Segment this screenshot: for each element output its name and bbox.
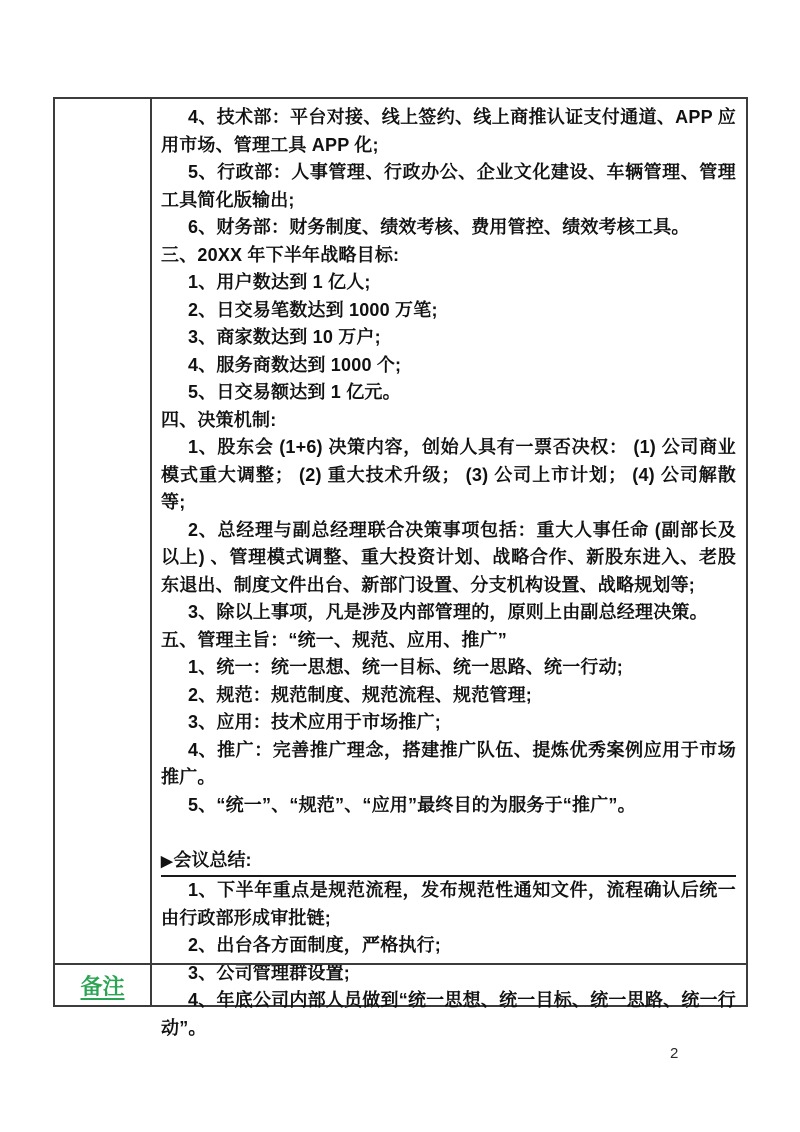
triangle-bullet-icon: ▶ xyxy=(161,852,173,870)
paragraph: 2、总经理与副总经理联合决策事项包括：重大人事任命 (副部长及以上) 、管理模式调整、重大投资计划、战略合作、新股东进入、老股东退出、制度文件出台、新部门设置、分支机构设置、战略规划等; xyxy=(161,519,736,595)
paragraph: 6、财务部：财务制度、绩效考核、费用管控、绩效考核工具。 xyxy=(188,217,690,237)
paragraph: 2、规范：规范制度、规范流程、规范管理; xyxy=(188,684,533,705)
paragraph: 1、股东会 (1+6) 决策内容，创始人具有一票否决权： (1) 公司商业模式重大调整； (2) 重大技术升级； (3) 公司上市计划； (4) 公司解散等; xyxy=(161,437,736,512)
paragraph: 3、公司管理群设置; xyxy=(188,962,351,983)
paragraph: 5、“统一”、“规范”、“应用”最终目的为服务于“推广”。 xyxy=(188,794,636,815)
paragraph: 3、商家数达到 10 万户; xyxy=(188,327,381,347)
remarks-label-cell xyxy=(55,965,152,1005)
paragraph: 4、技术部：平台对接、线上签约、线上商推认证支付通道、APP 应用市场、管理工具 APP 化; xyxy=(161,107,736,155)
meeting-summary-items xyxy=(161,877,736,1042)
minutes-table xyxy=(53,97,748,1038)
minutes-paragraphs xyxy=(161,104,736,819)
paragraph: 1、统一：统一思想、统一目标、统一思路、统一行动; xyxy=(188,657,624,677)
paragraph: 五、管理主旨：“统一、规范、应用、推广” xyxy=(161,629,507,650)
blank-line xyxy=(161,819,736,847)
paragraph: 三、20XX 年下半年战略目标: xyxy=(161,244,400,265)
remarks-content-cell xyxy=(152,965,746,1005)
paragraph: 4、年底公司内部人员做到“统一思想、统一目标、统一思路、统一行动”。 xyxy=(161,990,736,1038)
meeting-summary-heading xyxy=(161,847,736,878)
paragraph: 四、决策机制: xyxy=(161,409,277,430)
minutes-content-cell xyxy=(152,99,746,1038)
page-number: 2 xyxy=(670,1045,679,1062)
paragraph: 4、推广：完善推广理念，搭建推广队伍、提炼优秀案例应用于市场推广。 xyxy=(161,739,736,787)
paragraph: 3、除以上事项，凡是涉及内部管理的，原则上由副总经理决策。 xyxy=(188,602,708,622)
label-column-empty-cell xyxy=(55,99,152,963)
paragraph: 5、行政部：人事管理、行政办公、企业文化建设、车辆管理、管理工具简化版输出; xyxy=(161,162,736,210)
paragraph: 2、日交易笔数达到 1000 万笔; xyxy=(188,299,438,320)
paragraph: 1、下半年重点是规范流程，发布规范性通知文件，流程确认后统一由行政部形成审批链; xyxy=(161,880,736,928)
remarks-label: 备注 xyxy=(80,973,125,999)
meeting-summary-title: 会议总结: xyxy=(173,849,252,870)
remarks-row xyxy=(55,963,746,1005)
paragraph: 1、用户数达到 1 亿人; xyxy=(188,272,371,292)
paragraph: 2、出台各方面制度，严格执行; xyxy=(188,935,442,955)
paragraph: 5、日交易额达到 1 亿元。 xyxy=(188,382,401,402)
paragraph: 3、应用：技术应用于市场推广; xyxy=(188,712,442,732)
paragraph: 4、服务商数达到 1000 个; xyxy=(188,354,402,375)
